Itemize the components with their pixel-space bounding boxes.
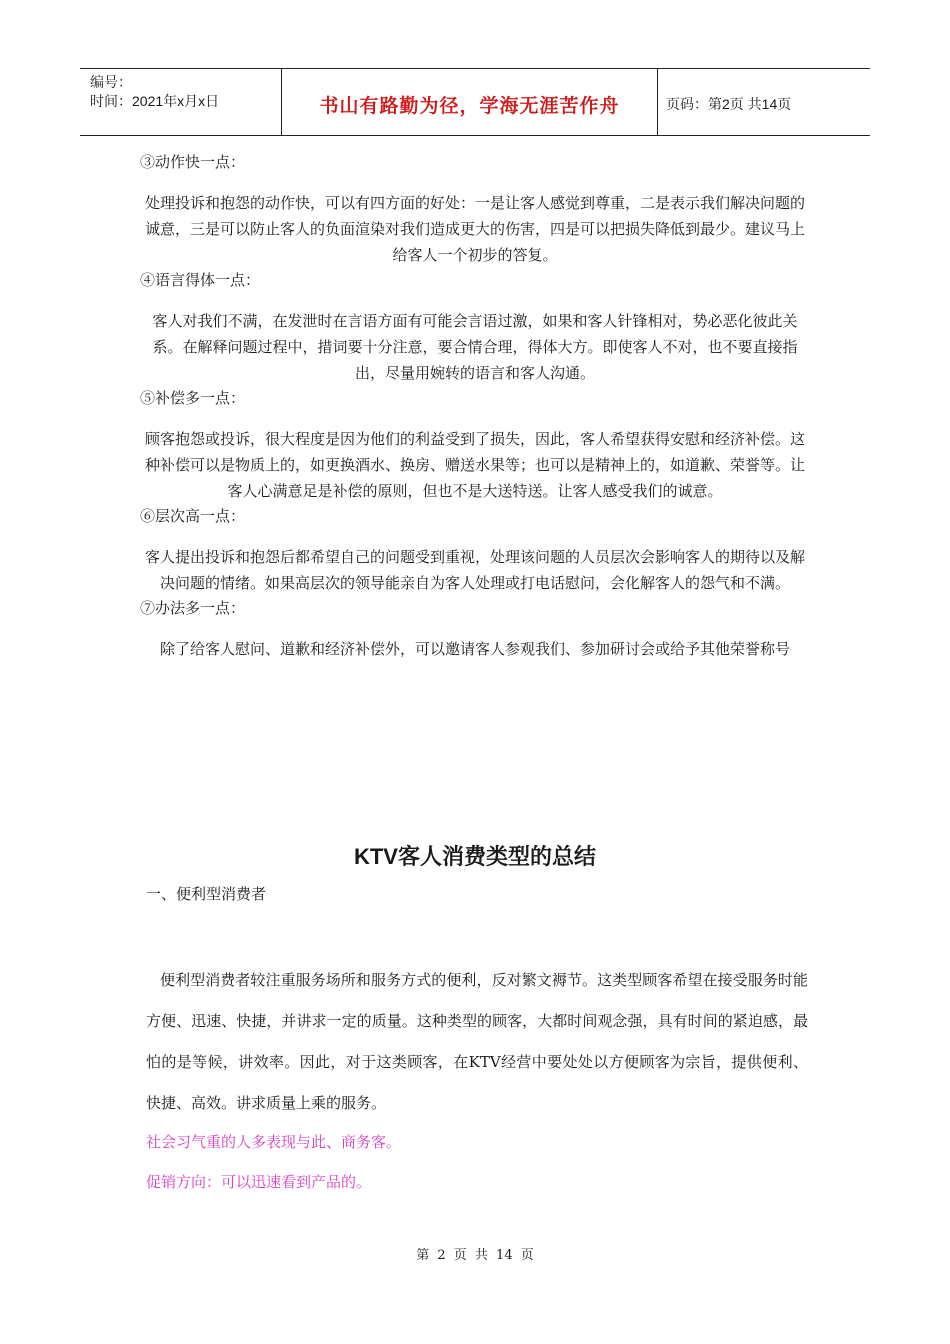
section-heading: 一、便利型消费者 [146,885,267,903]
item-heading: ⑤补偿多一点： [140,389,246,407]
time-label: 时间：2021年x月x日 [90,93,220,109]
complaint-handling-list [140,150,810,662]
item-heading: ③动作快一点： [140,153,246,171]
item-paragraph: 顾客抱怨或投诉，很大程度是因为他们的利益受到了损失，因此，客人希望获得安慰和经济补偿。这种补偿可以是物质上的，如更换酒水、换房、赠送水果等；也可以是精神上的，如道歉、荣誉等。让客人心满意足是补偿的原则，但也不是大送特送。让客人感受我们的诚意。 [144,430,805,500]
item-paragraph: 处理投诉和抱怨的动作快，可以有四方面的好处：一是让客人感觉到尊重，二是表示我们解决问题的诚意，三是可以防止客人的负面渲染对我们造成更大的伤害，四是可以把损失降低到最少。建议马上给客人一个初步的答复。 [144,194,805,264]
item-heading: ④语言得体一点： [140,271,261,289]
item-paragraph: 客人对我们不满，在发泄时在言语方面有可能会言语过激，如果和客人针锋相对，势必恶化彼此关系。在解释问题过程中，措词要十分注意，要合情合理，得体大方。即使客人不对，也不要直接指出，尽量用婉转的语言和客人沟通。 [152,312,798,382]
item-paragraph: 除了给客人慰问、道歉和经济补偿外，可以邀请客人参观我们、参加研讨会或给予其他荣誉称号 [159,640,790,658]
section-paragraph [146,960,808,1124]
header-motto: 书山有路勤为径，学海无涯苦作舟 [282,69,658,135]
header-meta [80,69,282,135]
note-line: 促销方向：可以迅速看到产品的。 [146,1173,372,1191]
note-line: 社会习气重的人多表现与此、商务客。 [146,1133,402,1151]
number-label: 编号： [90,74,132,90]
section-title: KTV客人消费类型的总结 [353,844,596,869]
item-paragraph: 客人提出投诉和抱怨后都希望自己的问题受到重视，处理该问题的人员层次会影响客人的期待以及解决问题的情绪。如果高层次的领导能亲自为客人处理或打电话慰问，会化解客人的怨气和不满。 [144,548,805,592]
section-paragraph-text: 便利型消费者较注重服务场所和服务方式的便利，反对繁文褥节。这类型顾客希望在接受服务时能方便、迅速、快捷，并讲求一定的质量。这种类型的顾客，大都时间观念强，具有时间的紧迫感，最怕的是等候，讲效率。因此，对于这类顾客，在KTV经营中要处处以方便顾客为宗旨，提供便利、快捷、高效。讲求质量上乘的服务。 [146,971,808,1112]
item-heading: ⑦办法多一点： [140,599,246,617]
item-heading: ⑥层次高一点： [140,507,246,525]
page-footer: 第 2 页 共 14 页 [416,1248,534,1263]
header-page-label: 页码：第2页 共14页 [666,96,792,112]
page-header [80,68,870,136]
